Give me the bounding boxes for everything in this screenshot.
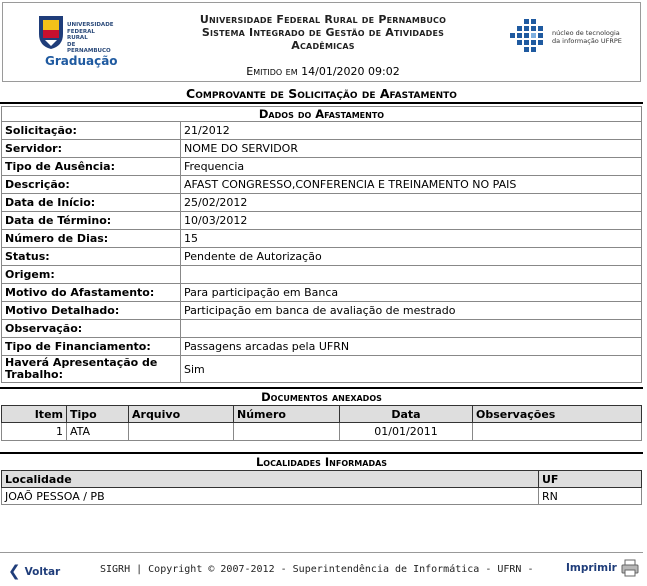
emitted-date: Emitido em 14/01/2020 09:02 bbox=[246, 65, 400, 78]
ntic-dots-icon bbox=[508, 17, 548, 57]
printer-icon bbox=[621, 559, 639, 577]
table-row: 1 ATA 01/01/2011 bbox=[2, 423, 642, 441]
localities-section-title: Localidades Informadas bbox=[255, 455, 388, 469]
documents-table bbox=[1, 405, 642, 441]
detail-row: Observação: bbox=[2, 320, 642, 338]
page-title: Comprovante de Solicitação de Afastamento bbox=[186, 86, 457, 101]
documents-section-title: Documentos anexados bbox=[261, 390, 382, 404]
localities-table bbox=[1, 470, 642, 505]
crest-icon bbox=[37, 14, 65, 50]
detail-row: Motivo Detalhado: Participação em banca de avaliação de mestrado bbox=[2, 302, 642, 320]
details-section-title: Dados do Afastamento bbox=[2, 107, 642, 122]
detail-row: Motivo do Afastamento: Para participação em Banca bbox=[2, 284, 642, 302]
details-table bbox=[1, 106, 642, 383]
ntic-logo bbox=[508, 17, 636, 57]
detail-row: Tipo de Ausência: Frequencia bbox=[2, 158, 642, 176]
detail-row: Haverá Apresentação de Trabalho: Sim bbox=[2, 356, 642, 383]
ufrpe-logo bbox=[11, 11, 118, 69]
localities-header-row: Localidade UF bbox=[2, 471, 642, 488]
detail-row: Servidor: NOME DO SERVIDOR bbox=[2, 140, 642, 158]
detail-row: Origem: bbox=[2, 266, 642, 284]
chevron-left-icon: ❮ bbox=[8, 562, 21, 580]
print-button[interactable] bbox=[566, 559, 639, 577]
localities-divider bbox=[0, 452, 643, 454]
detail-row: Data de Início: 25/02/2012 bbox=[2, 194, 642, 212]
graduacao-label: Graduação bbox=[45, 54, 118, 68]
copyright-text: SIGRH | Copyright © 2007-2012 - Superintendência de Informática - UFRN - bbox=[100, 564, 534, 575]
documents-divider bbox=[0, 387, 643, 389]
back-label: Voltar bbox=[24, 566, 61, 578]
back-button[interactable] bbox=[8, 561, 60, 579]
footer-divider bbox=[0, 552, 643, 553]
detail-row: Data de Término: 10/03/2012 bbox=[2, 212, 642, 230]
detail-row: Status: Pendente de Autorização bbox=[2, 248, 642, 266]
print-label: Imprimir bbox=[566, 562, 617, 574]
ntic-logo-text: núcleo de tecnologia da informação UFRPE bbox=[552, 29, 622, 45]
detail-row: Solicitação: 21/2012 bbox=[2, 122, 642, 140]
page-footer bbox=[0, 556, 643, 584]
detail-row: Descrição: AFAST CONGRESSO,CONFERENCIA E TREINAMENTO NO PAIS bbox=[2, 176, 642, 194]
university-logo-text: UNIVERSIDADE FEDERAL RURAL DE PERNAMBUCO bbox=[67, 22, 114, 54]
detail-row: Tipo de Financiamento: Passagens arcadas pela UFRN bbox=[2, 338, 642, 356]
system-title: Universidade Federal Rural de Pernambuco Sistema Integrado de Gestão de Atividades Acadêmicas bbox=[199, 13, 447, 52]
table-row: JOAÕ PESSOA / PB RN bbox=[2, 488, 642, 505]
report-header bbox=[2, 2, 641, 82]
title-divider bbox=[0, 102, 643, 104]
documents-header-row: Item Tipo Arquivo Número Data Observações bbox=[2, 406, 642, 423]
detail-row: Número de Dias: 15 bbox=[2, 230, 642, 248]
